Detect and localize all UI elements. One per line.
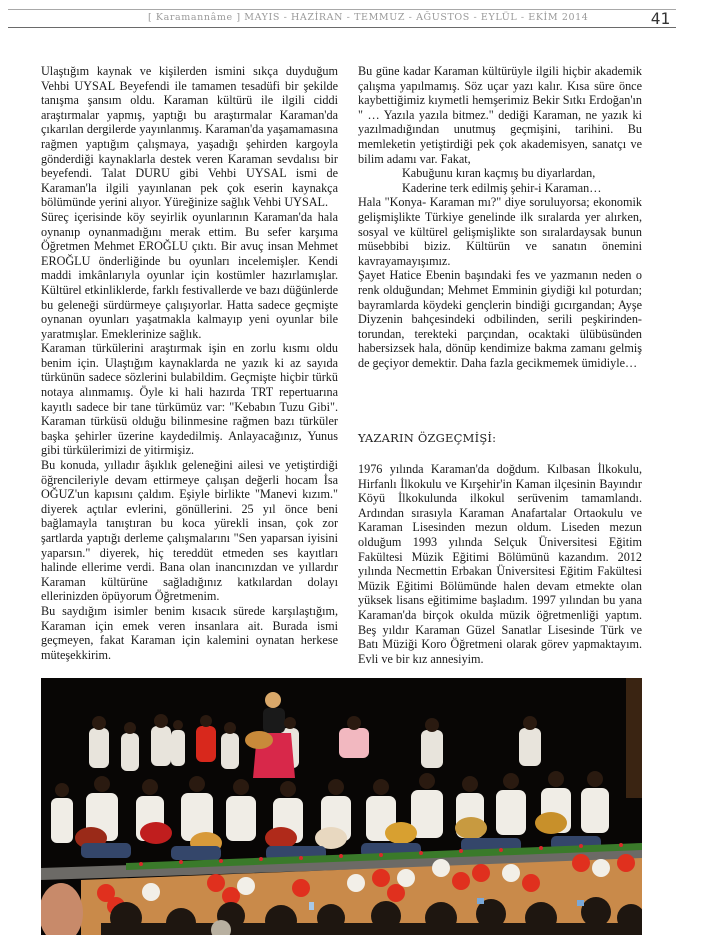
bio-heading: YAZARIN ÖZGEÇMİŞİ: — [358, 431, 497, 445]
verse-line: Kaderine terk edilmiş şehir-i Karaman… — [402, 180, 602, 195]
paragraph: Bu güne kadar Karaman kültürüyle ilgili hiçbir akademik çalışma yapılmamış. Söz uçar yazı kalır. Kısa süre önce kaybettiğimiz kıymetli hemşerimiz Bekir Sıtkı Erdoğan'ın " … Yazıla yazıla bitmez." dediği Karaman, ne yazık ki yazılmadığından unutmuş geçmişini, tarihini. Bu memleketin yetiştirdiği pek çok akademisyen, sanatçı ve bilim adamı var. Fakat, — [358, 64, 642, 166]
paragraph: Ulaştığım kaynak ve kişilerden ismini sıkça duyduğum Vehbi UYSAL Beyefendi ile tamamen tesadüfi bir şekilde tanışma şansım oldu. Karaman kültürü ile ilgili ciddi araştırmalar yapmış, yaptığı bu araştırmalar Karaman'da çıkarılan dergilerde yayınlanmış. Karaman'da yaşamamasına rağmen yaptığım çalışmaya, yaşadığı şehirden kargoyla gönderdiği kaynaklarla destek veren Karaman sevdalısı bir beyefendi. Talat DURU gibi Vehbi UYSAL ismi de Karaman'la ilgili yayınlanan pek çok eserin kaynakça bölümünde yerini alıyor. Yüreğinize sağlık Vehbi UYSAL. — [41, 64, 338, 210]
paragraph: Hala "Konya- Karaman mı?" diye soruluyorsa; ekonomik gelişmişlikte Türkiye genelinde ilk sıralarda yer alırken, sosyal ve kültürel gelişmişlikte son sıralardaysak bunun müsebbibi biziz. Kültürün ve sanatın önemini kavrayamayışımız. — [358, 195, 642, 268]
left-column — [41, 64, 338, 662]
running-title: [ Karamannâme ] MAYIS - HAZİRAN - TEMMUZ - AĞUSTOS - EYLÜL - EKİM 2014 — [148, 12, 589, 23]
paragraph: Şayet Hatice Ebenin başındaki fes ve yazmanın neden o renk olduğundan; Mehmet Emminin giydiği kıl poturdan; bayramlarda köydeki gençlerin bindiği gıcırgandan; Ayşe Diyzenin bahçesindeki odbilinden, serili peşkirinden-torundan, terekteki parçından, ocaktaki ülübüsünden habersizsek hala, dönüp kendimize bakma zamanı gelmiş de geçiyor demektir. Daha fazla gecikmemek ümidiyle… — [358, 268, 642, 370]
paragraph: Süreç içerisinde köy seyirlik oyunlarının Karaman'da hala oynanıp oynanmadığını merak ettim. Bu sefer karşıma Öğretmen Mehmet EROĞLU çıktı. Bir avuç insan Mehmet EROĞLU önderliğinde bu oyunları incelemişler. Kendi maddi imkânlarıyla oyunlar için kostümler hazırlamışlar. Kültürel etkinliklerde, farklı festivallerde ve bazı düğünlerde bu geleneği sürdürmeye çalışıyorlar. Hatta sadece geçmişte oynanan oyunları yaşatmakla kalmayıp yeni oyunlar bile yaratmışlar. Emeklerinize sağlık. — [41, 209, 338, 341]
paragraph: Karaman türkülerini araştırmak işin en zorlu kısmı oldu benim için. Ulaştığım kaynaklarda ne yazık ki az sayıda türkünün sadece sözlerini bulabildim. Geçmişte hiçbir türkü notaya alınmamış. Öyle ki hali hazırda TRT repertuarına kayıtlı sadece bir tane türkümüz var: "Kebabın Tuzu Gibi". Karaman türküsü olduğu bilinmesine rağmen bazı türküler başka şehirler üzerine kaydedilmiş. Anlayacağınız, Yunus gibi türkülerimizi de yitirmişiz. — [41, 341, 338, 458]
author-bio — [358, 462, 642, 666]
verse-line: Kabuğunu kıran kaçmış bu diyarlardan, — [402, 166, 596, 181]
running-header — [8, 9, 676, 28]
concert-photo-illustration — [41, 678, 642, 935]
right-column — [358, 64, 642, 370]
paragraph: Bu saydığım isimler benim kısacık sürede karşılaştığım, Karaman için emek veren insanlara ait. Burada ismi geçmeyen, fakat Karaman için kalemini oynatan herkese müteşekkirim. — [41, 603, 338, 662]
concert-photo — [41, 678, 642, 935]
paragraph: Bu konuda, yılladır âşıklık geleneğini ailesi ve yetiştirdiği öğrencileriyle devam ettirmeye çalışan değerli hocam İsa OĞUZ'un kapısını çaldım. Eşiyle birlikte "Manevi kızım." diyerek açtılar evlerini, gönüllerini. 25 yıl önce beni bağlamayla tanıştıran bu koca yürekli insan, çok zor şartlarda yaptığı derleme çalışmalarını "Sen yaparsan iyisini yaparsın." diyerek, hiç tereddüt etmeden ses kayıtları halinde ellerime verdi. Bana olan inancınızdan ve yıllardır Karaman kültürüne sağladığınız katkılardan dolayı ellerinizden öpüyorum Öğretmenim. — [41, 458, 338, 604]
bio-text: 1976 yılında Karaman'da doğdum. Kılbasan İlkokulu, Hirfanlı İlkokulu ve Kırşehir'in Kaman ilçesinin Bayındır Köyü İlkokulunda ilkokul serüvenim tamamlandı. Ardından sırasıyla Karaman Anafartalar Ortaokulu ve Karaman Lisesinden mezun oldum. Liseden mezun olduğum 1993 yılında Selçuk Üniversitesi Eğitim Fakültesi Müzik Eğitimi Bölümünü kazandım. 2012 yılında Necmettin Erbakan Üniversitesi Eğitim Fakültesi Müzik Eğitimi Bölümünde halen devam etmekte olan yüksek lisans eğitimime başladım. 1997 yılından bu yana Karaman'da birçok okulda müzik öğretmenliği yaptım. Beş yıldır Karaman Güzel Sanatlar Lisesinde Türk ve Batı Müziği Koro Öğretmeni olarak görev yapmaktayım. Evli ve bir kız annesiyim. — [358, 462, 642, 666]
page-number: 41 — [650, 9, 670, 28]
